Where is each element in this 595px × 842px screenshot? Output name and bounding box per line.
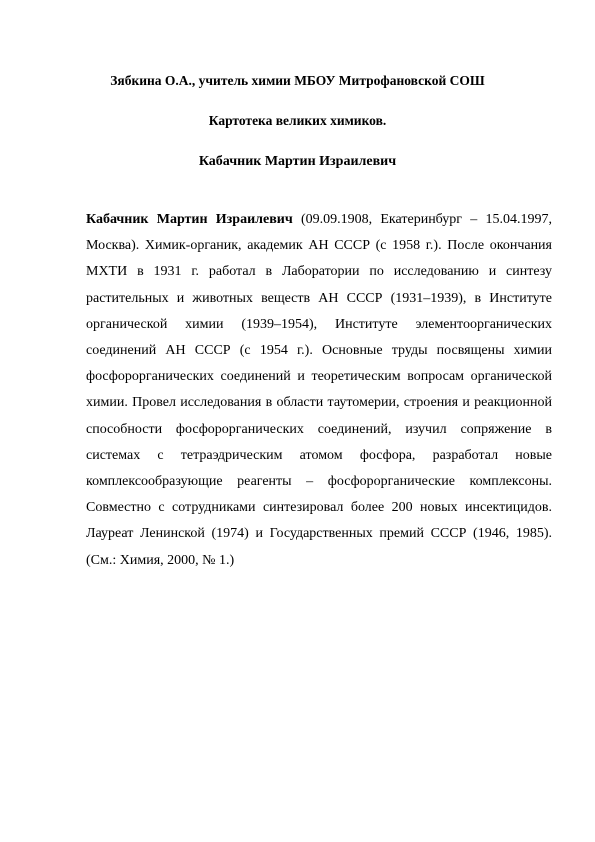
cardfile-title: Картотека великих химиков. — [208, 113, 387, 128]
biography-lead-name: Кабачник Мартин Израилевич — [86, 212, 293, 227]
author-line: Зябкина О.А., учитель химии МБОУ Митрофановской СОШ — [110, 73, 485, 88]
chemist-name-heading: Кабачник Мартин Израилевич — [198, 154, 397, 169]
biography-text: (09.09.1908, Екатеринбург – 15.04.1997, Москва). Химик-органик, академик АН СССР (с 1958 г.). После окончания МХТИ в 1931 г. работал в Лаборатории по исследованию и синтезу растительных и животных веществ АН СССР (1931–1939), в Институте органической химии (1939–1954), Институте элементоорганических соединений АН СССР (с 1954 г.). Основные труды посвящены химии фосфорорганических соединений и теоретическим вопросам органической химии. Провел исследования в области таутомерии, строения и реакционной способности фосфорорганических соединений, изучил сопряжение в системах с тетраэдрическим атомом фосфора, разработал новые комплексообразующие реагенты – фосфорорганические комплексоны. Совместно с сотрудниками синтезировал более 200 новых инсектицидов. Лауреат Ленинской (1974) и Государственных премий СССР (1946, 1985). (См.: Химия, 2000, № 1.) — [86, 212, 552, 568]
biography-paragraph — [86, 207, 552, 574]
